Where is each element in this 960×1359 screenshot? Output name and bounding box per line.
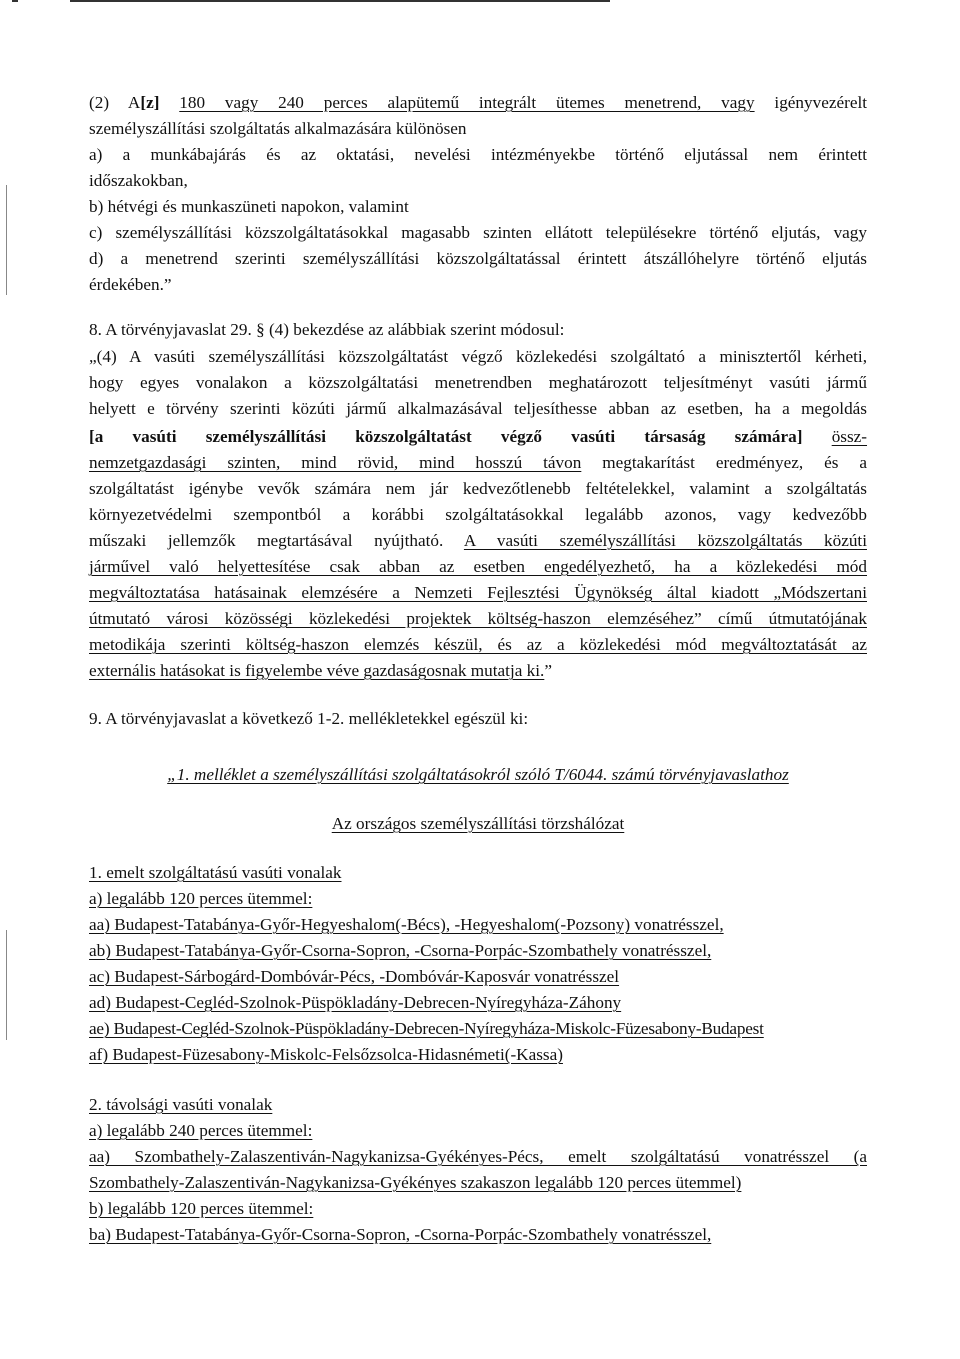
annex-s1-af: af) Budapest-Füzesabony-Miskolc-Felsőzsolca-Hidasnémeti(-Kassa) [89,1045,563,1064]
s8-line-10: megváltoztatása hatásainak elemzésére a Nemzeti Fejlesztési Ügynökség által kiadott „Módszertani [89,583,867,602]
annex-s1-ae: ae) Budapest-Cegléd-Szolnok-Püspökladány-Debrecen-Nyíregyháza-Miskolc-Füzesabony-Budapest [89,1019,764,1038]
s8-heading: 8. A törvényjavaslat 29. § (4) bekezdése az alábbiak szerint módosul: [89,320,565,339]
annex-s2-aa-cont: Szombathely-Zalaszentiván-Nagykanizsa-Gyékényes szakaszon legalább 120 perces ütemmel) [89,1173,742,1192]
annex-s1-a: a) legalább 120 perces ütemmel: [89,889,313,908]
s8-line-13: externális hatásokat is figyelembe véve gazdaságosnak mutatja ki.” [89,661,552,680]
annex-s1-ab: ab) Budapest-Tatabánya-Győr-Csorna-Sopron, -Csorna-Porpác-Szombathely vonatrésszel, [89,941,712,960]
annex-title: „1. melléklet a személyszállítási szolgáltatásokról szóló T/6044. számú törvényjavaslathoz [167,765,789,784]
scan-top-border [0,0,960,3]
s8-line-9: járművel való helyettesítése csak abban az esetben engedélyezhető, ha a közlekedési mód [89,557,867,576]
s8-line-11: útmutató városi közösségi közlekedési projektek költség-haszon elemzéséhez” című útmutatójának [89,609,867,628]
annex-s1-ac: ac) Budapest-Sárbogárd-Dombóvár-Pécs, -Dombóvár-Kaposvár vonatrésszel [89,967,620,986]
annex-s1-aa: aa) Budapest-Tatabánya-Győr-Hegyeshalom(-Bécs), -Hegyeshalom(-Pozsony) vonatrésszel, [89,915,724,934]
annex-s2-heading: 2. távolsági vasúti vonalak [89,1095,273,1114]
s8-line-6: szolgáltatást igénybe vevők számára nem jár kedvezőtlenebb feltételekkel, valamint a szolgáltatás [89,479,867,498]
s2-item-d-cont: érdekében.” [89,275,172,294]
scan-left-margin-mark [6,185,7,295]
s9-heading: 9. A törvényjavaslat a következő 1-2. mellékletekkel egészül ki: [89,709,529,728]
annex-s2-a: a) legalább 240 perces ütemmel: [89,1121,313,1140]
s8-line-5: nemzetgazdasági szinten, mind rövid, mind hosszú távon megtakarítást eredményez, és a [89,453,867,472]
s8-line-2: hogy egyes vonalakon a közszolgáltatási menetrendben meghatározott teljesítményt vasúti jármű [89,373,867,392]
s2-line-1: (2) A[z] 180 vagy 240 perces alapütemű integrált ütemes menetrend, vagy igényvezérelt [89,93,867,112]
s2-item-a-cont: időszakokban, [89,171,188,190]
s8-line-3: helyett e törvény szerinti közúti jármű alkalmazásával teljesíthesse abban az esetben, ha a megoldás [89,399,867,418]
annex-subtitle: Az országos személyszállítási törzshálózat [331,814,625,833]
s8-line-12: metodikája szerinti költség-haszon elemzés készül, és az a közlekedési mód megváltoztatását az [89,635,867,654]
scan-left-margin-mark-2 [6,930,7,1040]
annex-s2-ba: ba) Budapest-Tatabánya-Győr-Csorna-Sopron, -Csorna-Porpác-Szombathely vonatrésszel, [89,1225,712,1244]
s2-item-b: b) hétvégi és munkaszüneti napokon, valamint [89,197,409,216]
annex-s1-ad: ad) Budapest-Cegléd-Szolnok-Püspökladány-Debrecen-Nyíregyháza-Záhony [89,993,622,1012]
s2-line-2: személyszállítási szolgáltatás alkalmazására különösen [89,119,467,138]
s8-line-4: [a vasúti személyszállítási közszolgáltatást végző vasúti társaság számára] össz- [89,427,868,446]
annex-s2-aa: aa) Szombathely-Zalaszentiván-Nagykanizsa-Gyékényes-Pécs, emelt szolgáltatású vonatrésszel (a [89,1147,867,1166]
s2-item-d: d) a menetrend szerinti személyszállítási közszolgáltatással érintett átszállóhelyre történő eljutás [89,249,867,268]
s8-line-8: műszaki jellemzők megtartásával nyújtható. A vasúti személyszállítási közszolgáltatás közúti [89,531,867,550]
annex-s1-heading: 1. emelt szolgáltatású vasúti vonalak [89,863,342,882]
s2-item-a: a) a munkábajárás és az oktatási, nevelési intézményekbe történő eljutással nem érintett [89,145,867,164]
s8-line-1: „(4) A vasúti személyszállítási közszolgáltatást végző közlekedési szolgáltató a minisztertől kérheti, [89,347,867,366]
s8-line-7: környezetvédelmi szempontból a korábbi szolgáltatásokkal legalább azonos, vagy kedvezőbb [89,505,867,524]
annex-s2-b: b) legalább 120 perces ütemmel: [89,1199,314,1218]
s2-item-c: c) személyszállítási közszolgáltatásokkal magasabb szinten ellátott településekre történő eljutás, vagy [89,223,867,242]
